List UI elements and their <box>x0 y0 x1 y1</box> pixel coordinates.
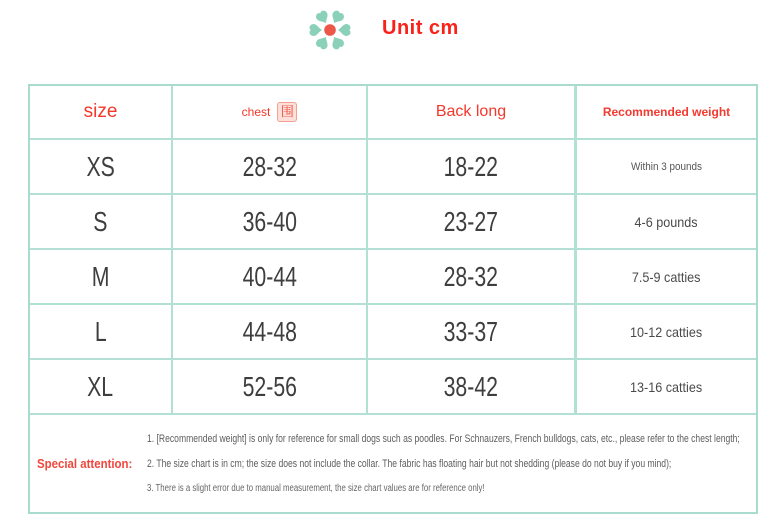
size-cell <box>30 140 173 193</box>
chest-value: 52-56 <box>242 370 297 402</box>
notes-list <box>147 415 773 512</box>
weight-value: 4-6 pounds <box>634 213 699 230</box>
back-long-value: 23-27 <box>443 205 499 237</box>
chest-value: 44-48 <box>242 315 297 347</box>
header-recommended-weight <box>577 86 756 138</box>
chest-cell <box>173 250 368 303</box>
weight-cell <box>577 195 756 248</box>
table-row-xl <box>30 360 756 415</box>
weight-cell <box>577 140 756 193</box>
table-header-row <box>30 86 756 140</box>
note-item: 3. There is a slight error due to manual measurement, the size chart values are for reference only! <box>147 483 485 494</box>
back-long-cell <box>368 360 577 413</box>
back-long-value: 18-22 <box>443 150 499 182</box>
size-value: L <box>94 315 107 347</box>
size-cell <box>30 250 173 303</box>
back-long-value: 33-37 <box>443 315 499 347</box>
chest-cell <box>173 360 368 413</box>
weight-cell <box>577 250 756 303</box>
size-table <box>28 84 758 514</box>
chest-value: 36-40 <box>242 205 297 237</box>
chest-cell <box>173 195 368 248</box>
special-attention-label: Special attention: <box>37 456 133 471</box>
chest-girth-stamp-icon: 围 <box>277 102 297 122</box>
back-long-cell <box>368 305 577 358</box>
note-item: 2. The size chart is in cm; the size does not include the collar. The fabric has floating hair but not shedding (please do not buy if you mind); <box>147 458 672 470</box>
weight-cell <box>577 360 756 413</box>
size-value: XL <box>87 370 114 402</box>
size-cell <box>30 305 173 358</box>
unit-label: Unit cm <box>382 17 459 39</box>
size-value: S <box>93 205 108 237</box>
table-row-l <box>30 305 756 360</box>
note-item: 1. [Recommended weight] is only for reference for small dogs such as poodles. For Schnauzers, French bulldogs, cats, etc., please refer to the chest length; <box>147 433 740 445</box>
back-long-cell <box>368 140 577 193</box>
size-cell <box>30 360 173 413</box>
size-cell <box>30 195 173 248</box>
header-chest <box>173 86 368 138</box>
chest-value: 28-32 <box>242 150 297 182</box>
table-row-m <box>30 250 756 305</box>
header-back-long <box>368 86 577 138</box>
header-size-label: size <box>83 101 118 122</box>
flower-icon <box>306 6 354 54</box>
notes-section <box>30 415 756 512</box>
weight-value: Within 3 pounds <box>630 160 702 173</box>
header-chest-label: chest <box>241 105 271 119</box>
chest-value: 40-44 <box>242 260 297 292</box>
table-row-s <box>30 195 756 250</box>
size-value: M <box>91 260 110 292</box>
weight-cell <box>577 305 756 358</box>
weight-value: 7.5-9 catties <box>632 268 701 285</box>
table-row-xs <box>30 140 756 195</box>
weight-value: 13-16 catties <box>630 378 703 395</box>
special-attention-label-cell <box>30 415 147 512</box>
header-size <box>30 86 173 138</box>
chest-cell <box>173 305 368 358</box>
back-long-cell <box>368 195 577 248</box>
back-long-value: 28-32 <box>443 260 499 292</box>
back-long-value: 38-42 <box>443 370 499 402</box>
header-back-long-label: Back long <box>435 103 507 120</box>
header-recommended-weight-label: Recommended weight <box>602 105 731 119</box>
size-value: XS <box>86 150 115 182</box>
chest-cell <box>173 140 368 193</box>
weight-value: 10-12 catties <box>630 323 703 340</box>
back-long-cell <box>368 250 577 303</box>
